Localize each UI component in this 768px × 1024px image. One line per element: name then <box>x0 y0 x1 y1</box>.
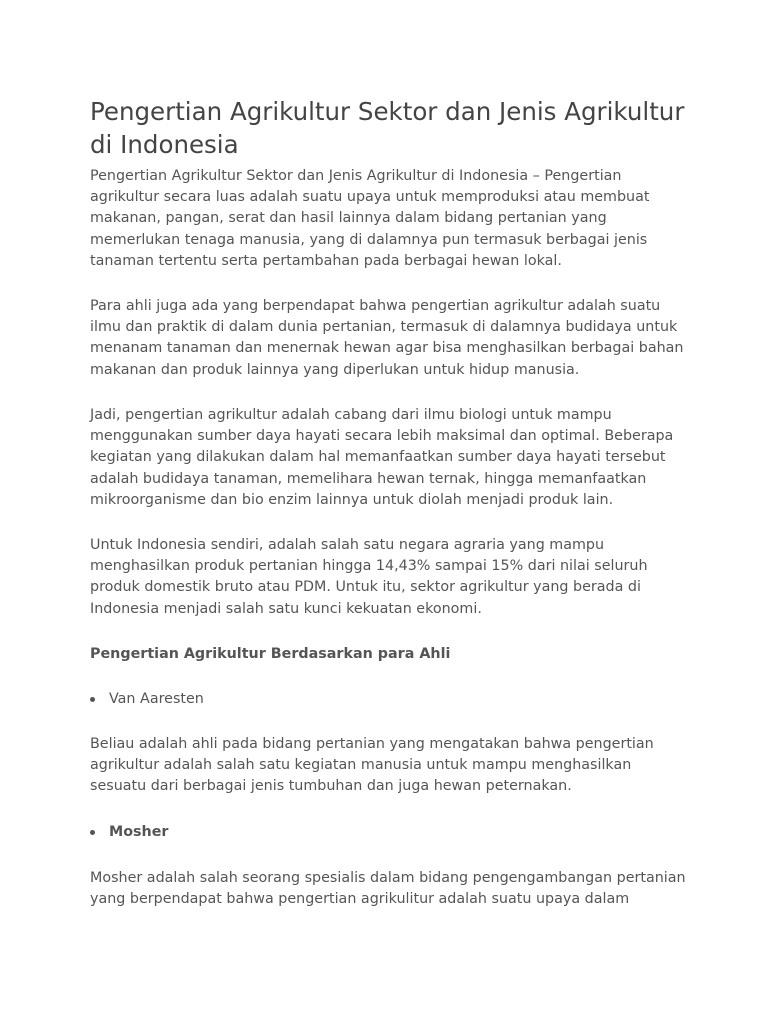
list-item <box>90 689 204 710</box>
expert-list-van-aaresten <box>90 689 204 710</box>
expert-description: Mosher adalah salah seorang spesialis dalam bidang pengengambangan pertanian yang berpendapat bahwa pengertian agrikulitur adalah suatu upaya dalam <box>90 870 686 908</box>
expert-list-mosher <box>90 822 168 843</box>
expert-name: Van Aaresten <box>109 691 204 707</box>
article-title: Pengertian Agrikultur Sektor dan Jenis Agrikultur di Indonesia <box>90 97 685 159</box>
experts-opinion-paragraph: Para ahli juga ada yang berpendapat bahwa pengertian agrikultur adalah suatu ilmu dan praktik di dalam dunia pertanian, termasuk di dalamnya budidaya untuk menanam tanaman dan menernak hewan agar bisa menghasilkan berbagai bahan makanan dan produk lainnya yang diperlukan untuk hidup manusia. <box>90 298 684 378</box>
intro-paragraph: Pengertian Agrikultur Sektor dan Jenis Agrikultur di Indonesia – Pengertian agrikultur secara luas adalah suatu upaya untuk memproduksi atau membuat makanan, pangan, serat dan hasil lainnya dalam bidang pertanian yang memerlukan tenaga manusia, yang di dalamnya pun termasuk berbagai jenis tanaman tertentu serta pertambahan pada berbagai hewan lokal. <box>90 168 650 269</box>
bullet-icon <box>90 830 95 835</box>
experts-subheading: Pengertian Agrikultur Berdasarkan para Ahli <box>90 646 451 662</box>
bullet-icon <box>90 697 95 702</box>
expert-name: Mosher <box>109 824 169 840</box>
indonesia-paragraph: Untuk Indonesia sendiri, adalah salah satu negara agraria yang mampu menghasilkan produk pertanian hingga 14,43% sampai 15% dari nilai seluruh produk domestik bruto atau PDM. Untuk itu, sektor agrikultur yang berada di Indonesia menjadi salah satu kunci kekuatan ekonomi. <box>90 537 648 617</box>
list-item <box>90 822 168 843</box>
expert-description: Beliau adalah ahli pada bidang pertanian yang mengatakan bahwa pengertian agrikultur adalah salah satu kegiatan manusia untuk mampu menghasilkan sesuatu dari berbagai jenis tumbuhan dan juga hewan peternakan. <box>90 736 654 795</box>
biology-branch-paragraph: Jadi, pengertian agrikultur adalah cabang dari ilmu biologi untuk mampu menggunakan sumber daya hayati secara lebih maksimal dan optimal. Beberapa kegiatan yang dilakukan dalam hal memanfaatkan sumber daya hayati tersebut adalah budidaya tanaman, memelihara hewan ternak, hingga memanfaatkan mikroorganisme dan bio enzim lainnya untuk diolah menjadi produk lain. <box>90 407 674 508</box>
